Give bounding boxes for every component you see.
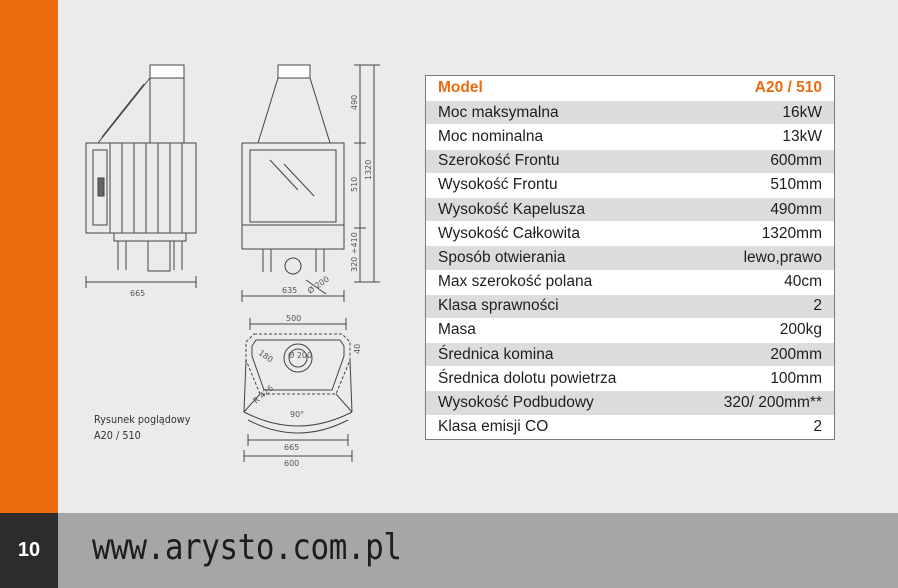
dim-top-600: 600 <box>284 459 300 468</box>
row-value: 2 <box>813 418 822 436</box>
table-row <box>426 342 834 366</box>
row-label: Średnica dolotu powietrza <box>438 369 617 387</box>
dim-top-d200: Ø 200 <box>288 351 313 360</box>
table-row <box>426 149 834 173</box>
row-label: Masa <box>438 321 476 339</box>
row-value: 600mm <box>770 152 822 170</box>
row-value: 510mm <box>770 176 822 194</box>
dim-320-410: 320 ÷410 <box>350 232 359 272</box>
row-label: Moc nominalna <box>438 127 544 145</box>
table-header-row <box>426 76 834 100</box>
spec-table <box>425 75 835 440</box>
caption-line-1: Rysunek poglądowy <box>94 413 191 426</box>
table-row <box>426 390 834 414</box>
row-value: lewo,prawo <box>743 248 822 266</box>
dim-490: 490 <box>350 94 359 110</box>
page-number: 10 <box>0 513 58 588</box>
row-value: 40cm <box>784 273 822 291</box>
dim-front-diameter: Ø 200 <box>305 274 331 296</box>
dim-1320: 1320 <box>364 159 373 180</box>
row-label: Wysokość Podbudowy <box>438 394 594 412</box>
table-row <box>426 415 834 439</box>
row-label: Sposób otwierania <box>438 248 566 266</box>
row-value: 320/ 200mm** <box>723 394 822 412</box>
table-row <box>426 124 834 148</box>
row-label: Wysokość Kapelusza <box>438 200 586 218</box>
table-row <box>426 197 834 221</box>
website-url[interactable]: www.arysto.com.pl <box>92 527 402 568</box>
table-row <box>426 294 834 318</box>
row-value: 100mm <box>770 369 822 387</box>
table-row <box>426 318 834 342</box>
header-value: A20 / 510 <box>754 79 822 97</box>
row-label: Max szerokość polana <box>438 273 593 291</box>
row-value: 490mm <box>770 200 822 218</box>
table-row <box>426 366 834 390</box>
row-value: 16kW <box>782 103 822 121</box>
row-label: Klasa sprawności <box>438 297 559 315</box>
drawing-caption <box>94 412 190 444</box>
table-row <box>426 173 834 197</box>
dim-top-500: 500 <box>286 314 302 323</box>
table-row <box>426 100 834 124</box>
row-value: 200kg <box>779 321 822 339</box>
header-label: Model <box>438 79 483 97</box>
row-label: Średnica komina <box>438 345 554 363</box>
table-row <box>426 270 834 294</box>
row-value: 200mm <box>770 345 822 363</box>
dim-top-90: 90° <box>290 410 305 419</box>
dim-top-40: 40 <box>353 343 362 354</box>
technical-drawings <box>58 0 418 513</box>
accent-side-bar <box>0 0 58 513</box>
dim-top-665: 665 <box>284 443 300 452</box>
dim-top-180: 180 <box>256 348 275 365</box>
row-value: 13kW <box>782 127 822 145</box>
dim-side-width: 665 <box>130 289 146 298</box>
row-label: Wysokość Frontu <box>438 176 558 194</box>
row-value: 1320mm <box>761 224 822 242</box>
footer-bar <box>58 513 898 588</box>
row-label: Wysokość Całkowita <box>438 224 580 242</box>
row-label: Szerokość Frontu <box>438 152 560 170</box>
dim-top-r426: R 426 <box>251 383 276 406</box>
row-label: Klasa emisji CO <box>438 418 549 436</box>
caption-line-2: A20 / 510 <box>94 429 141 442</box>
table-row <box>426 245 834 269</box>
table-row <box>426 221 834 245</box>
dim-510: 510 <box>350 176 359 192</box>
row-value: 2 <box>813 297 822 315</box>
dim-front-width: 635 <box>282 286 298 295</box>
row-label: Moc maksymalna <box>438 103 559 121</box>
